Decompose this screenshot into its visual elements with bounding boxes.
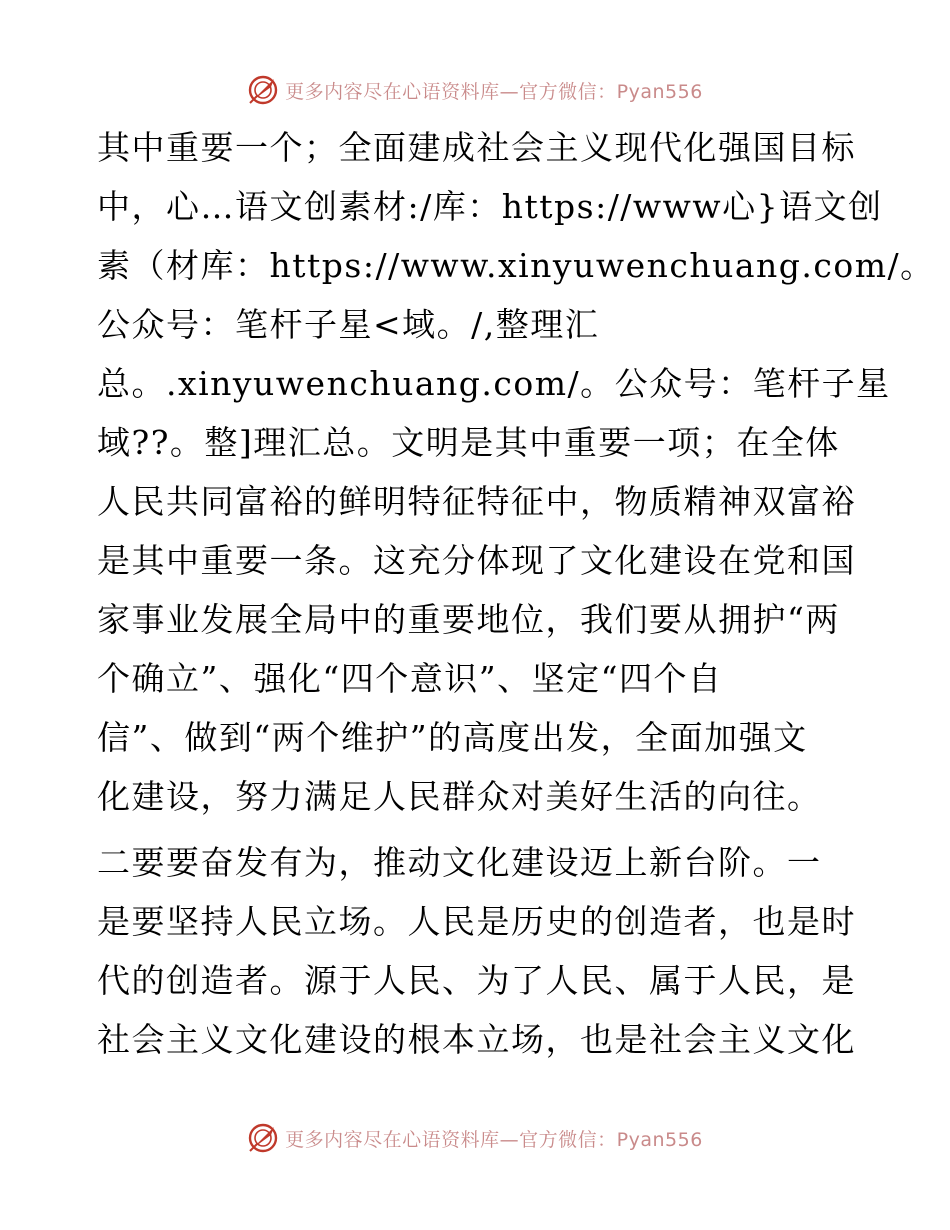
text-line: 二要要奋发有为，推动文化建设迈上新台阶。一 xyxy=(97,843,822,882)
footer-banner xyxy=(0,1122,950,1154)
document-body xyxy=(97,118,935,1069)
header-banner-text: 更多内容尽在心语资料库—官方微信：Pyan556 xyxy=(285,80,703,103)
text-line: 代的创造者。源于人民、为了人民、属于人民，是 xyxy=(97,961,856,1000)
text-line: 中，心…语文创素材:/库：https://www心}语文创 xyxy=(97,187,883,226)
text-line: 家事业发展全局中的重要地位，我们要从拥护“两 xyxy=(97,600,840,639)
text-line: 总。.xinyuwenchuang.com/。公众号：笔杆子星 xyxy=(97,364,891,403)
quill-logo-icon xyxy=(247,74,279,106)
text-line: 化建设，努力满足人民群众对美好生活的向往。 xyxy=(97,777,822,816)
text-line: 社会主义文化建设的根本立场，也是社会主义文化 xyxy=(97,1020,856,1059)
text-line: 是其中重要一条。这充分体现了文化建设在党和国 xyxy=(97,541,856,580)
text-line: 人民共同富裕的鲜明特征特征中，物质精神双富裕 xyxy=(97,482,856,521)
text-line: 个确立”、强化“四个意识”、坚定“四个自 xyxy=(97,659,723,698)
text-line: 素（材库：https://www.xinyuwenchuang.com/。 xyxy=(97,246,935,285)
text-line: 信”、做到“两个维护”的高度出发，全面加强文 xyxy=(97,718,808,757)
text-line: 公众号：笔杆子星<域。/,整理汇 xyxy=(97,305,600,344)
text-line: 域??。整]理汇总。文明是其中重要一项；在全体 xyxy=(97,423,840,462)
footer-banner-text: 更多内容尽在心语资料库—官方微信：Pyan556 xyxy=(285,1128,703,1151)
text-line: 是要坚持人民立场。人民是历史的创造者，也是时 xyxy=(97,902,856,941)
header-banner xyxy=(0,74,950,106)
text-line: 其中重要一个；全面建成社会主义现代化强国目标 xyxy=(97,128,856,167)
quill-logo-icon xyxy=(247,1122,279,1154)
